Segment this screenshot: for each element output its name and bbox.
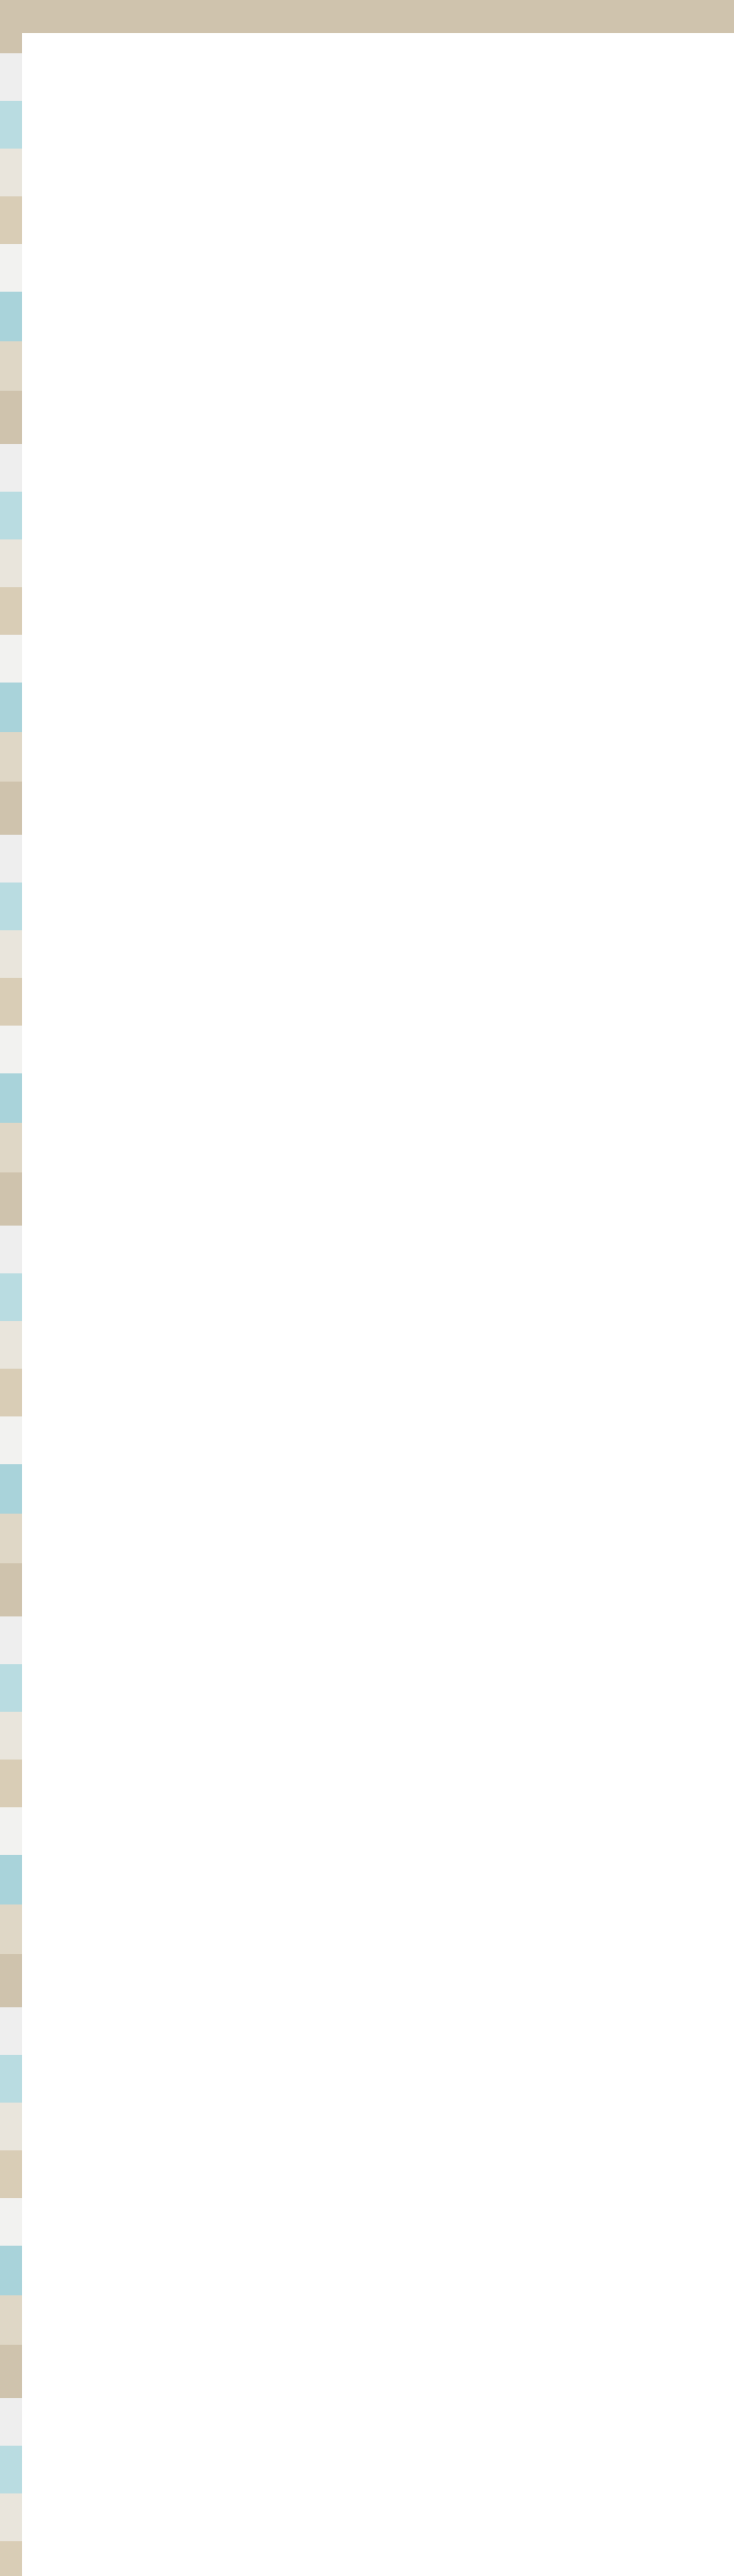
content-panel xyxy=(22,33,734,2576)
